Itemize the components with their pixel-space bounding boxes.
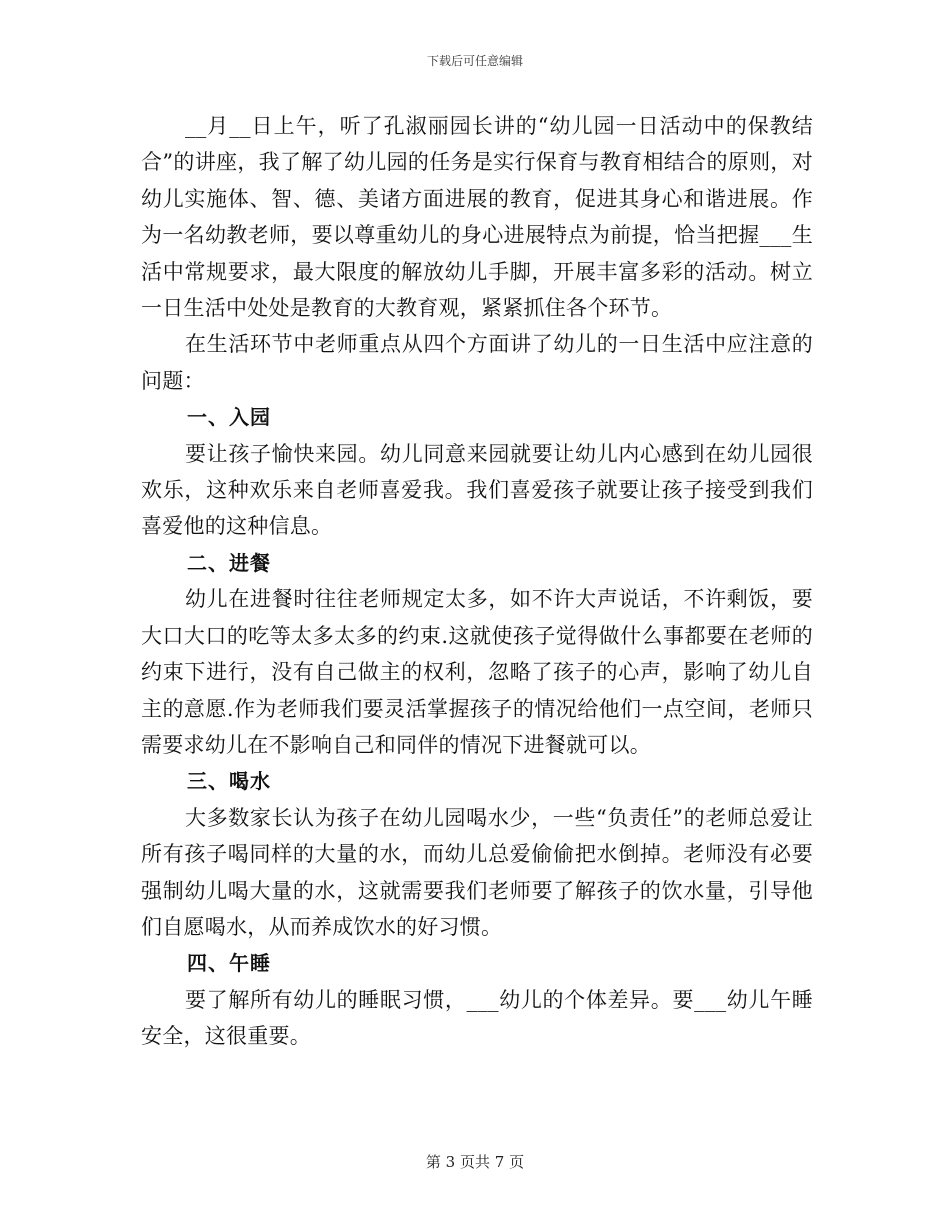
section-heading: 二、进餐 xyxy=(187,550,271,575)
lead-paragraph: 在生活环节中老师重点从四个方面讲了幼儿的一日生活中应注意的问题： xyxy=(141,332,813,393)
page-header: 下载后可任意编辑 xyxy=(426,54,523,68)
intro-paragraph: __月__日上午，听了孔淑丽园长讲的“幼儿园一日活动中的保教结合”的讲座，我了解了幼儿园的任务是实行保育与教育相结合的原则，对幼儿实施体、智、德、美诸方面进展的教育，促进其身心和谐进展。作为一名幼教老师，要以尊重幼儿的身心进展特点为前提，恰当把握___生活中常规要求，最大限度的解放幼儿手脚，开展丰富多彩的活动。树立一日生活中处处是教育的大教育观，紧紧抓住各个环节。 xyxy=(141,114,813,321)
section-paragraph: 幼儿在进餐时往往老师规定太多，如不许大声说话，不许剩饭，要大口大口的吃等太多太多的约束.这就使孩子觉得做什么事都要在老师的约束下进行，没有自己做主的权利，忽略了孩子的心声，影响了幼儿自主的意愿.作为老师我们要灵活掌握孩子的情况给他们一点空间，老师只需要求幼儿在不影响自己和同伴的情况下进餐就可以。 xyxy=(141,587,813,757)
document-body xyxy=(141,108,813,1055)
section-heading: 四、午睡 xyxy=(187,951,271,976)
section-heading: 三、喝水 xyxy=(187,769,271,794)
section-heading: 一、入园 xyxy=(187,405,271,430)
section-paragraph: 要让孩子愉快来园。幼儿同意来园就要让幼儿内心感到在幼儿园很欢乐，这种欢乐来自老师喜爱我。我们喜爱孩子就要让孩子接受到我们喜爱他的这种信息。 xyxy=(141,441,813,539)
section-paragraph: 大多数家长认为孩子在幼儿园喝水少，一些“负责任”的老师总爱让所有孩子喝同样的大量的水，而幼儿总爱偷偷把水倒掉。老师没有必要强制幼儿喝大量的水，这就需要我们老师要了解孩子的饮水量，引导他们自愿喝水，从而养成饮水的好习惯。 xyxy=(141,805,813,939)
page-footer: 第 3 页共 7 页 xyxy=(425,1153,525,1171)
section-paragraph: 要了解所有幼儿的睡眠习惯，___幼儿的个体差异。要___幼儿午睡安全，这很重要。 xyxy=(141,987,813,1049)
